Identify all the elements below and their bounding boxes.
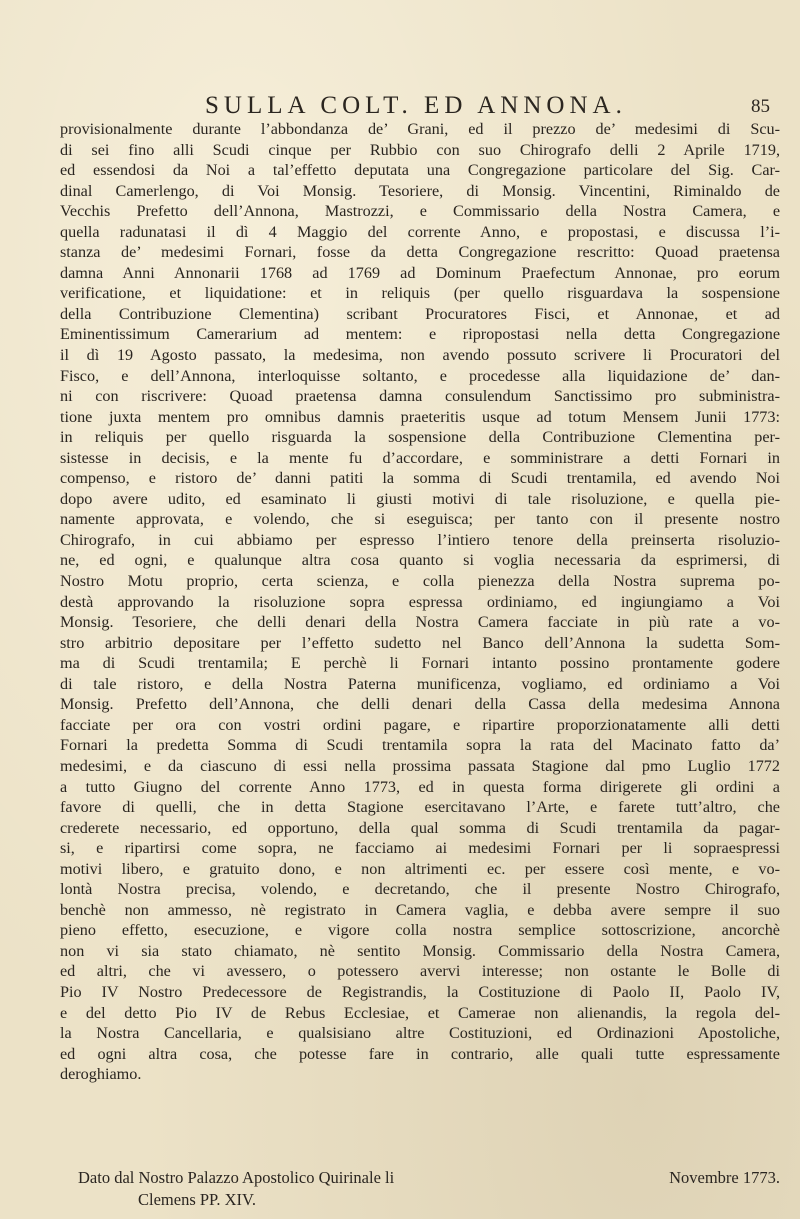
- closing-date: Novembre 1773.: [669, 1168, 780, 1187]
- text-line: stro arbitrio depositare per l’effetto sudetto nel Banco dell’Annona la sudetta Som-: [60, 633, 780, 652]
- text-line: lontà Nostra precisa, volendo, e decretando, che il presente Nostro Chirografo,: [60, 880, 780, 899]
- page-number: 85: [751, 96, 770, 117]
- closing-date-line: [60, 1167, 780, 1189]
- text-line: motivi libero, e gratuito dono, e non altrimenti ec. per essere così mente, e vo-: [60, 859, 780, 878]
- closing-block: [60, 1167, 780, 1211]
- text-line: e del detto Pio IV de Rebus Ecclesiae, et Camerae non alienandis, la regola del-: [60, 1003, 780, 1022]
- text-line: ed essendosi da Noi a tal’effetto deputata una Congregazione particolare del Sig. Car-: [60, 161, 780, 180]
- text-line: Nostro Motu proprio, certa scienza, e colla pienezza della Nostra suprema po-: [60, 572, 780, 591]
- text-line: dinal Camerlengo, di Voi Monsig. Tesoriere, di Monsig. Vincentini, Riminaldo de: [60, 181, 780, 200]
- text-line: sistesse in decisis, e la mente fu d’accordare, e somministrare a detti Fornari in: [60, 448, 780, 467]
- text-line: crederete necessario, ed opportuno, della qual somma di Scudi trentamila da pagar-: [60, 818, 780, 837]
- text-line: della Contribuzione Clementina) scribant Procuratores Fisci, et Annonae, et ad: [60, 304, 780, 323]
- text-line: namente approvata, e volendo, che si eseguisca; per tanto con il presente nostro: [60, 510, 780, 529]
- text-line: destà approvando la risoluzione sopra espressa ordiniamo, ed ingiungiamo a Voi: [60, 592, 780, 611]
- text-line: ni con riscrivere: Quoad praetensa damna consulendum Sanctissimo pro subministra-: [60, 387, 780, 406]
- text-line: il dì 19 Agosto passato, la medesima, non avendo possuto scrivere li Procuratori del: [60, 346, 780, 365]
- text-line: ed altri, che vi avessero, o potessero avervi interesse; non ostante le Bolle di: [60, 962, 780, 981]
- text-line: Monsig. Prefetto dell’Annona, che delli denari della Cassa della medesima Annona: [60, 695, 780, 714]
- text-line: ne, ed ogni, e qualunque altra cosa quanto si voglia necessaria da esprimersi, di: [60, 551, 780, 570]
- text-line: favore di quelli, che in detta Stagione esercitavano l’Arte, e farete tutt’altro, che: [60, 798, 780, 817]
- text-line: Pio IV Nostro Predecessore de Registrandis, la Costituzione di Paolo II, Paolo IV,: [60, 982, 780, 1001]
- closing-place: Dato dal Nostro Palazzo Apostolico Quirinale li: [78, 1168, 395, 1187]
- text-line: in reliquis per quello risguarda la sospensione della Contribuzione Clementina per-: [60, 428, 780, 447]
- papal-signature: Clemens PP. XIV.: [138, 1190, 256, 1209]
- text-line: pieno effetto, esecuzione, e vigore colla nostra semplice sottoscrizione, ancorchè: [60, 921, 780, 940]
- text-line: Chirografo, in cui abbiamo per espresso l’intiero tenore della preinserta risoluzio-: [60, 530, 780, 549]
- running-title: SULLA COLT. ED ANNONA.: [205, 92, 627, 119]
- text-line: compenso, e ristoro de’ danni patiti la somma di Scudi trentamila, ed avendo Noi: [60, 469, 780, 488]
- text-line: ma di Scudi trentamila; E perchè li Fornari intanto possino prontamente godere: [60, 654, 780, 673]
- text-line: provisionalmente durante l’abbondanza de’ Grani, ed il prezzo de’ medesimi di Scu-: [60, 120, 780, 138]
- text-line: a tutto Giugno del corrente Anno 1773, ed in questa forma dirigerete gli ordini a: [60, 777, 780, 796]
- text-line: Fisco, e dell’Annona, interloquisse soltanto, e procedesse alla liquidazione de’ dan-: [60, 366, 780, 385]
- text-line: Vecchis Prefetto dell’Annona, Mastrozzi, e Commissario della Nostra Camera, e: [60, 202, 780, 221]
- text-line: deroghiamo.: [60, 1065, 142, 1084]
- text-line: Eminentissimum Camerarium ad mentem: e ripropostasi nella detta Congregazione: [60, 325, 780, 344]
- text-line: benchè non ammesso, nè registrato in Camera vaglia, e debba avere sempre il suo: [60, 900, 780, 919]
- text-line: si, e ripartirsi come sopra, ne facciamo ai medesimi Fornari per li sopraespressi: [60, 839, 780, 858]
- text-line: di sei fino alli Scudi cinque per Rubbio con suo Chirografo delli 2 Aprile 1719,: [60, 140, 780, 159]
- text-line: Monsig. Tesoriere, che delli denari della Nostra Camera facciate in più rate a vo-: [60, 613, 780, 632]
- body-text: [60, 119, 780, 1085]
- text-line: quella radunatasi il dì 4 Maggio del corrente Anno, e propostasi, e discussa l’i-: [60, 222, 780, 241]
- text-line: ed ogni altra cosa, che potesse fare in contrario, alle quali tutte espressamente: [60, 1044, 780, 1063]
- text-line: la Nostra Cancellaria, e qualsisiano altre Costituzioni, ed Ordinazioni Apostoliche,: [60, 1024, 780, 1043]
- text-line: verificatione, et liquidatione: et in reliquis (per quello risguardava la sospensione: [60, 284, 780, 303]
- text-line: damna Anni Annonarii 1768 ad 1769 ad Dominum Praefectum Annonae, pro eorum: [60, 263, 780, 282]
- text-line: non vi sia stato chiamato, nè sentito Monsig. Commissario della Nostra Camera,: [60, 941, 780, 960]
- text-line: stanza de’ medesimi Fornari, fosse da detta Congregazione rescritto: Quoad praetensa: [60, 243, 780, 262]
- text-line: facciate per ora con vostri ordini pagare, e ripartire proporzionatamente alli detti: [60, 715, 780, 734]
- text-line: medesimi, e da ciascuno di essi nella prossima passata Stagione dal pmo Luglio 1772: [60, 756, 780, 775]
- text-line: Fornari la predetta Somma di Scudi trentamila sopra la rata del Macinato fatto da’: [60, 736, 780, 755]
- text-line: di tale ristoro, e della Nostra Paterna munificenza, vogliamo, ed ordiniamo a Voi: [60, 674, 780, 693]
- text-line: tione juxta mentem pro omnibus damnis praeteritis usque ad totum Mensem Junii 1773:: [60, 407, 780, 426]
- text-line: dopo avere udito, ed esaminato li giusti motivi di tale risoluzione, e quella pie-: [60, 489, 780, 508]
